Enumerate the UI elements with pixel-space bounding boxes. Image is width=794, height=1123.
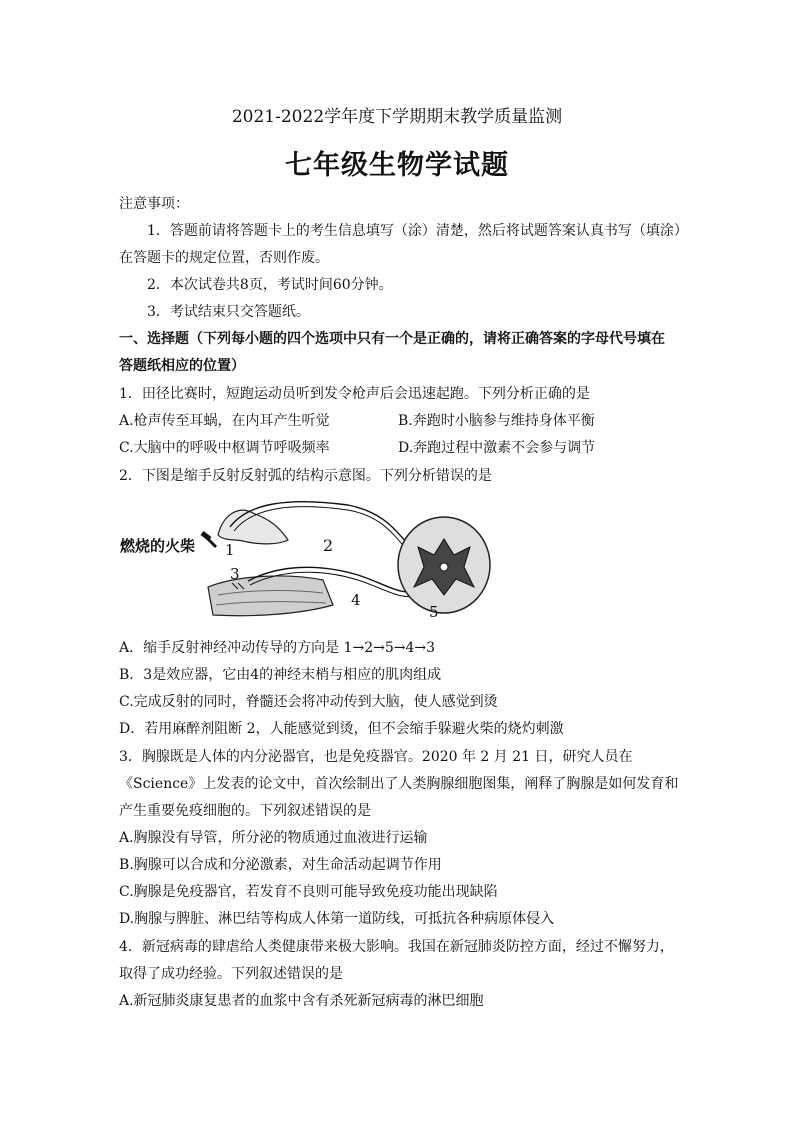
question-3-option-c: C.胸腺是免疫器官，若发育不良则可能导致免疫功能出现缺陷 [119, 884, 498, 900]
question-3-option-b: B.胸腺可以合成和分泌激素，对生命活动起调节作用 [119, 857, 442, 873]
figure-label-match: 燃烧的火柴 [120, 537, 196, 555]
question-2-option-c: C.完成反射的同时，脊髓还会将冲动传到大脑，使人感觉到烫 [119, 694, 498, 710]
section-heading-cont: 答题纸相应的位置） [119, 358, 245, 374]
question-3-stem-cont-1: 《Science》上发表的论文中，首次绘制出了人类胸腺细胞图集，阐释了胸腺是如何发育和 [119, 776, 679, 792]
question-1-option-c: C.大脑中的呼吸中枢调节呼吸频率 [119, 440, 330, 456]
question-4-stem-cont: 取得了成功经验。下列叙述错误的是 [119, 966, 343, 982]
figure-number-3: 3 [230, 565, 240, 583]
notice-item-3: 3．考试结束只交答题纸。 [147, 304, 310, 320]
question-1-option-a: A.枪声传至耳蜗，在内耳产生听觉 [119, 413, 330, 429]
exam-title: 七年级生物学试题 [285, 150, 509, 181]
figure-number-1: 1 [225, 541, 235, 559]
question-3-option-a: A.胸腺没有导管，所分泌的物质通过血液进行运输 [119, 830, 428, 846]
exam-subtitle: 2021-2022学年度下学期期末教学质量监测 [231, 107, 563, 127]
question-3-option-d: D.胸腺与脾脏、淋巴结等构成人体第一道防线，可抵抗各种病原体侵入 [119, 911, 555, 927]
question-2-option-d: D．若用麻醉剂阻断 2，人能感觉到烫，但不会缩手躲避火柴的烧灼刺激 [119, 721, 564, 737]
section-heading: 一、选择题（下列每小题的四个选项中只有一个是正确的，请将正确答案的字母代号填在 [119, 331, 665, 347]
question-3-stem: 3．胸腺既是人体的内分泌器官，也是免疫器官。2020 年 2 月 21 日，研究人员在 [119, 749, 633, 765]
question-2-option-a: A．缩手反射神经冲动传导的方向是 1→2→5→4→3 [119, 640, 436, 656]
figure-number-5: 5 [429, 603, 439, 621]
question-1-stem: 1．田径比赛时，短跑运动员听到发令枪声后会迅速起跑。下列分析正确的是 [119, 386, 590, 402]
notice-item-2: 2．本次试卷共8页，考试时间60分钟。 [147, 277, 393, 293]
hand-icon [218, 510, 288, 544]
reflex-arc-figure [118, 495, 498, 625]
question-1-option-d: D.奔跑过程中激素不会参与调节 [398, 440, 596, 456]
question-1-option-b: B.奔跑时小脑参与维持身体平衡 [398, 413, 595, 429]
notice-item-1: 1．答题前请将答题卡上的考生信息填写（涂）清楚，然后将试题答案认真书写（填涂） [147, 223, 688, 239]
arm-icon [208, 576, 333, 616]
figure-number-4: 4 [351, 591, 361, 609]
question-2-option-b: B．3是效应器，它由4的神经末梢与相应的肌肉组成 [119, 667, 442, 683]
notice-item-1-cont: 在答题卡的规定位置，否则作废。 [119, 250, 329, 266]
figure-number-2: 2 [323, 536, 334, 555]
question-4-stem: 4．新冠病毒的肆虐给人类健康带来极大影响。我国在新冠肺炎防控方面，经过不懈努力， [119, 939, 674, 955]
question-2-stem: 2．下图是缩手反射反射弧的结构示意图。下列分析错误的是 [119, 468, 492, 484]
question-3-stem-cont-2: 产生重要免疫细胞的。下列叙述错误的是 [119, 803, 371, 819]
notice-heading: 注意事项： [119, 196, 189, 212]
question-4-option-a: A.新冠肺炎康复患者的血浆中含有杀死新冠病毒的淋巴细胞 [119, 993, 484, 1009]
